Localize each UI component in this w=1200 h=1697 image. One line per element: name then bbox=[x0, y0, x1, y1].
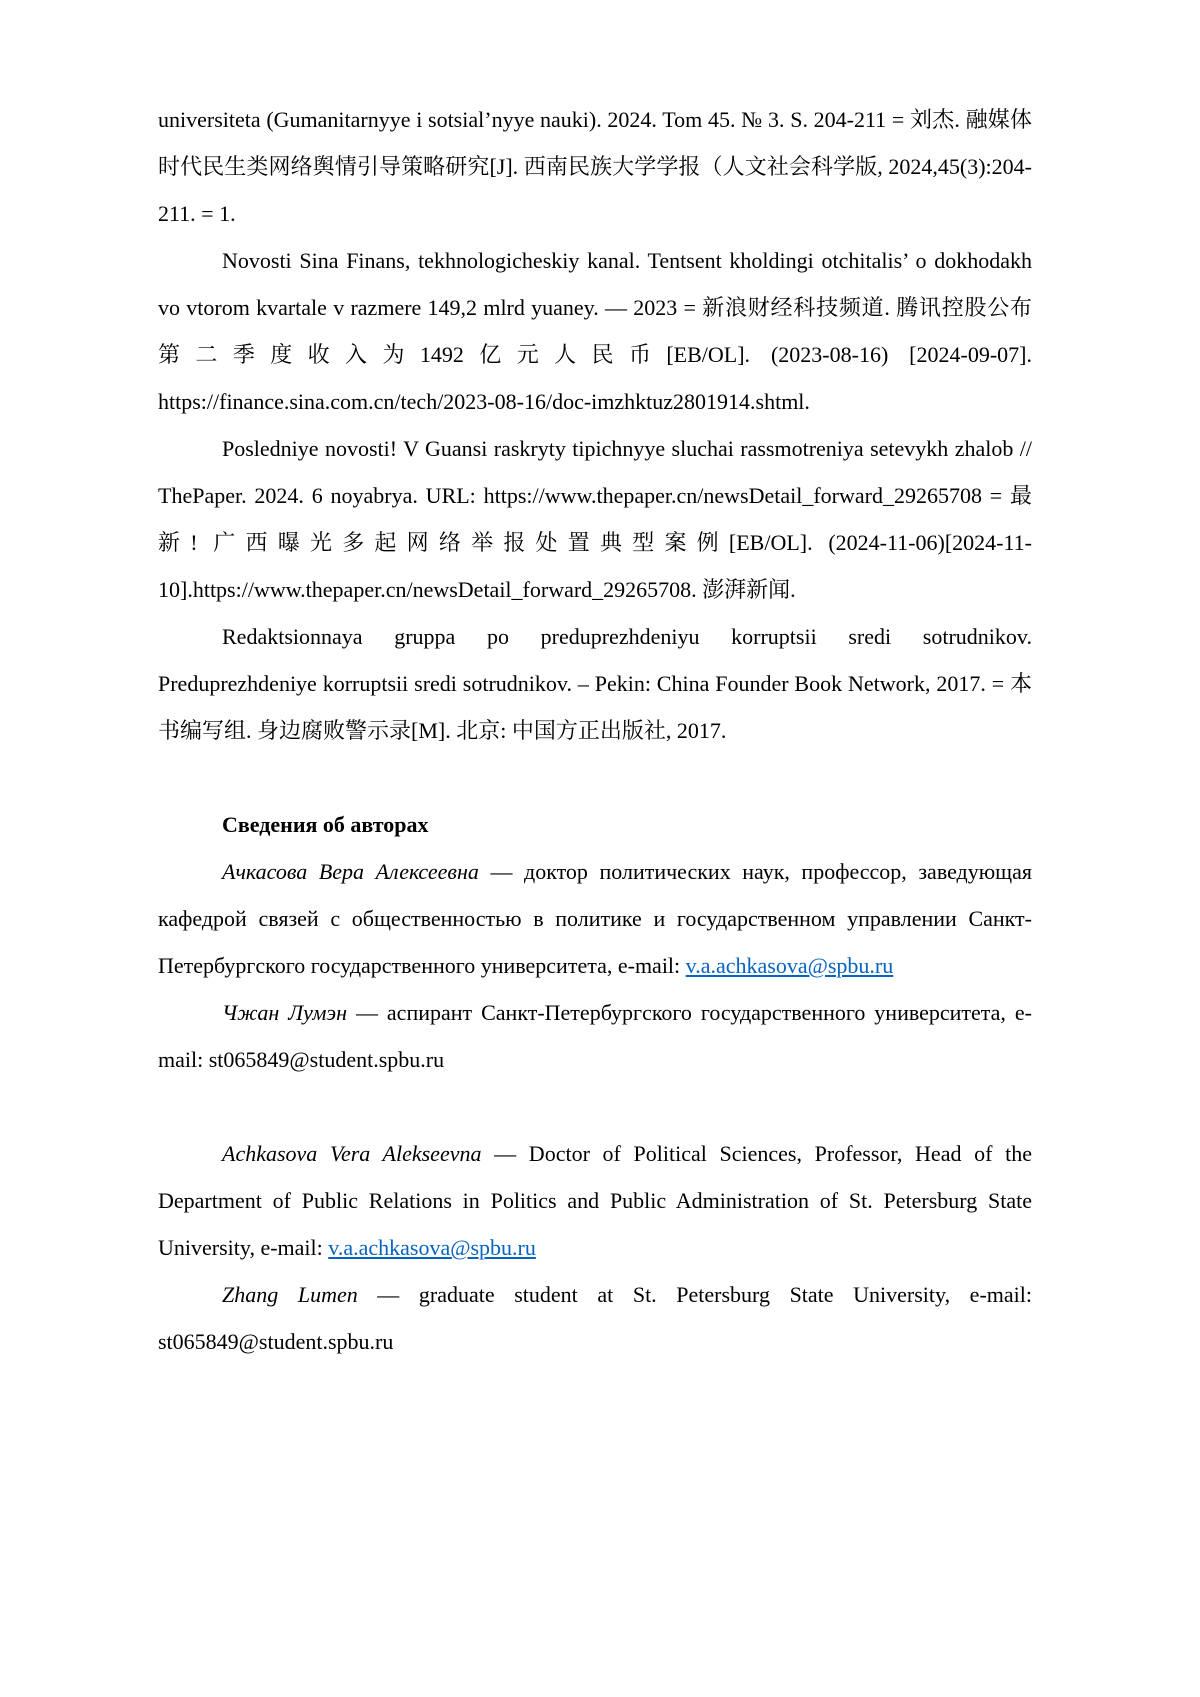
author-achkasova-en bbox=[158, 1130, 1032, 1271]
author-name-ru: Ачкасова Вера Алексеевна bbox=[222, 859, 479, 884]
reference-continuation bbox=[158, 96, 1032, 237]
author-zhang-en bbox=[158, 1271, 1032, 1365]
author-zhang-ru bbox=[158, 989, 1032, 1083]
author-achkasova-ru bbox=[158, 848, 1032, 989]
reference-sina-finans bbox=[158, 237, 1032, 425]
text-run: Redaktsionnaya gruppa po preduprezhdeniyu korruptsii sredi sotrudnikov. Preduprezhdeniye korruptsii sredi sotrudnikov. – Pekin: China Founder Book Network, 2017. = 本书编写组. 身边腐败警示录[M]. 北京: 中国方正出版社, 2017. bbox=[158, 624, 1032, 743]
author-name-en: Zhang Lumen bbox=[222, 1282, 358, 1307]
achkasova-email-link-ru[interactable]: v.a.achkasova@spbu.ru bbox=[685, 953, 894, 978]
reference-corruption-book bbox=[158, 613, 1032, 754]
text-run: Posledniye novosti! V Guansi raskryty tipichnyye sluchai rassmotreniya setevykh zhalob // ThePaper. 2024. 6 noyabrya. URL: https://www.thepaper.cn/newsDetail_forward_29265708 = 最新! 广西曝光多起网络举报处置典型案例[EB/OL]. (2024-11-06)[2024-11-10].https://www.thepaper.cn/newsDetail_forward_29265708. 澎湃新闻. bbox=[158, 436, 1032, 602]
text-run: — graduate student at St. Petersburg State University, e-mail: st065849@student.spbu.ru bbox=[158, 1282, 1032, 1354]
author-name-en: Achkasova Vera Alekseevna bbox=[222, 1141, 482, 1166]
authors-section-heading bbox=[158, 801, 1032, 848]
authors-heading-text: Сведения об авторах bbox=[222, 812, 429, 837]
author-name-ru: Чжан Лумэн bbox=[222, 1000, 347, 1025]
reference-thepaper bbox=[158, 425, 1032, 613]
text-run: — аспирант Санкт-Петербургского государственного университета, e-mail: st065849@student.spbu.ru bbox=[158, 1000, 1032, 1072]
text-run: — доктор политических наук, профессор, заведующая кафедрой связей с общественностью в политике и государственном управлении Санкт-Петербургского государственного университета, e-mail: bbox=[158, 859, 1033, 978]
text-run: — Doctor of Political Sciences, Professor, Head of the Department of Public Relations in Politics and Public Administration of St. Petersburg State University, e-mail: bbox=[158, 1141, 1032, 1260]
achkasova-email-link-en[interactable]: v.a.achkasova@spbu.ru bbox=[328, 1235, 536, 1260]
text-run: universiteta (Gumanitarnyye i sotsial’nyye nauki). 2024. Tom 45. № 3. S. 204-211 = 刘杰. 融媒体时代民生类网络舆情引导策略研究[J]. 西南民族大学学报（人文社会科学版, 2024,45(3):204-211. = 1. bbox=[158, 107, 1032, 226]
document-content bbox=[158, 96, 1032, 1365]
text-run: Novosti Sina Finans, tekhnologicheskiy kanal. Tentsent kholdingi otchitalis’ o dokhodakh vo vtorom kvartale v razmere 149,2 mlrd yuaney. — 2023 = 新浪财经科技频道. 腾讯控股公布第二季度收入为1492亿元人民币[EB/OL]. (2023-08-16) [2024-09-07]. https://finance.sina.com.cn/tech/2023-08-16/doc-imzhktuz2801914.shtml. bbox=[158, 248, 1032, 414]
